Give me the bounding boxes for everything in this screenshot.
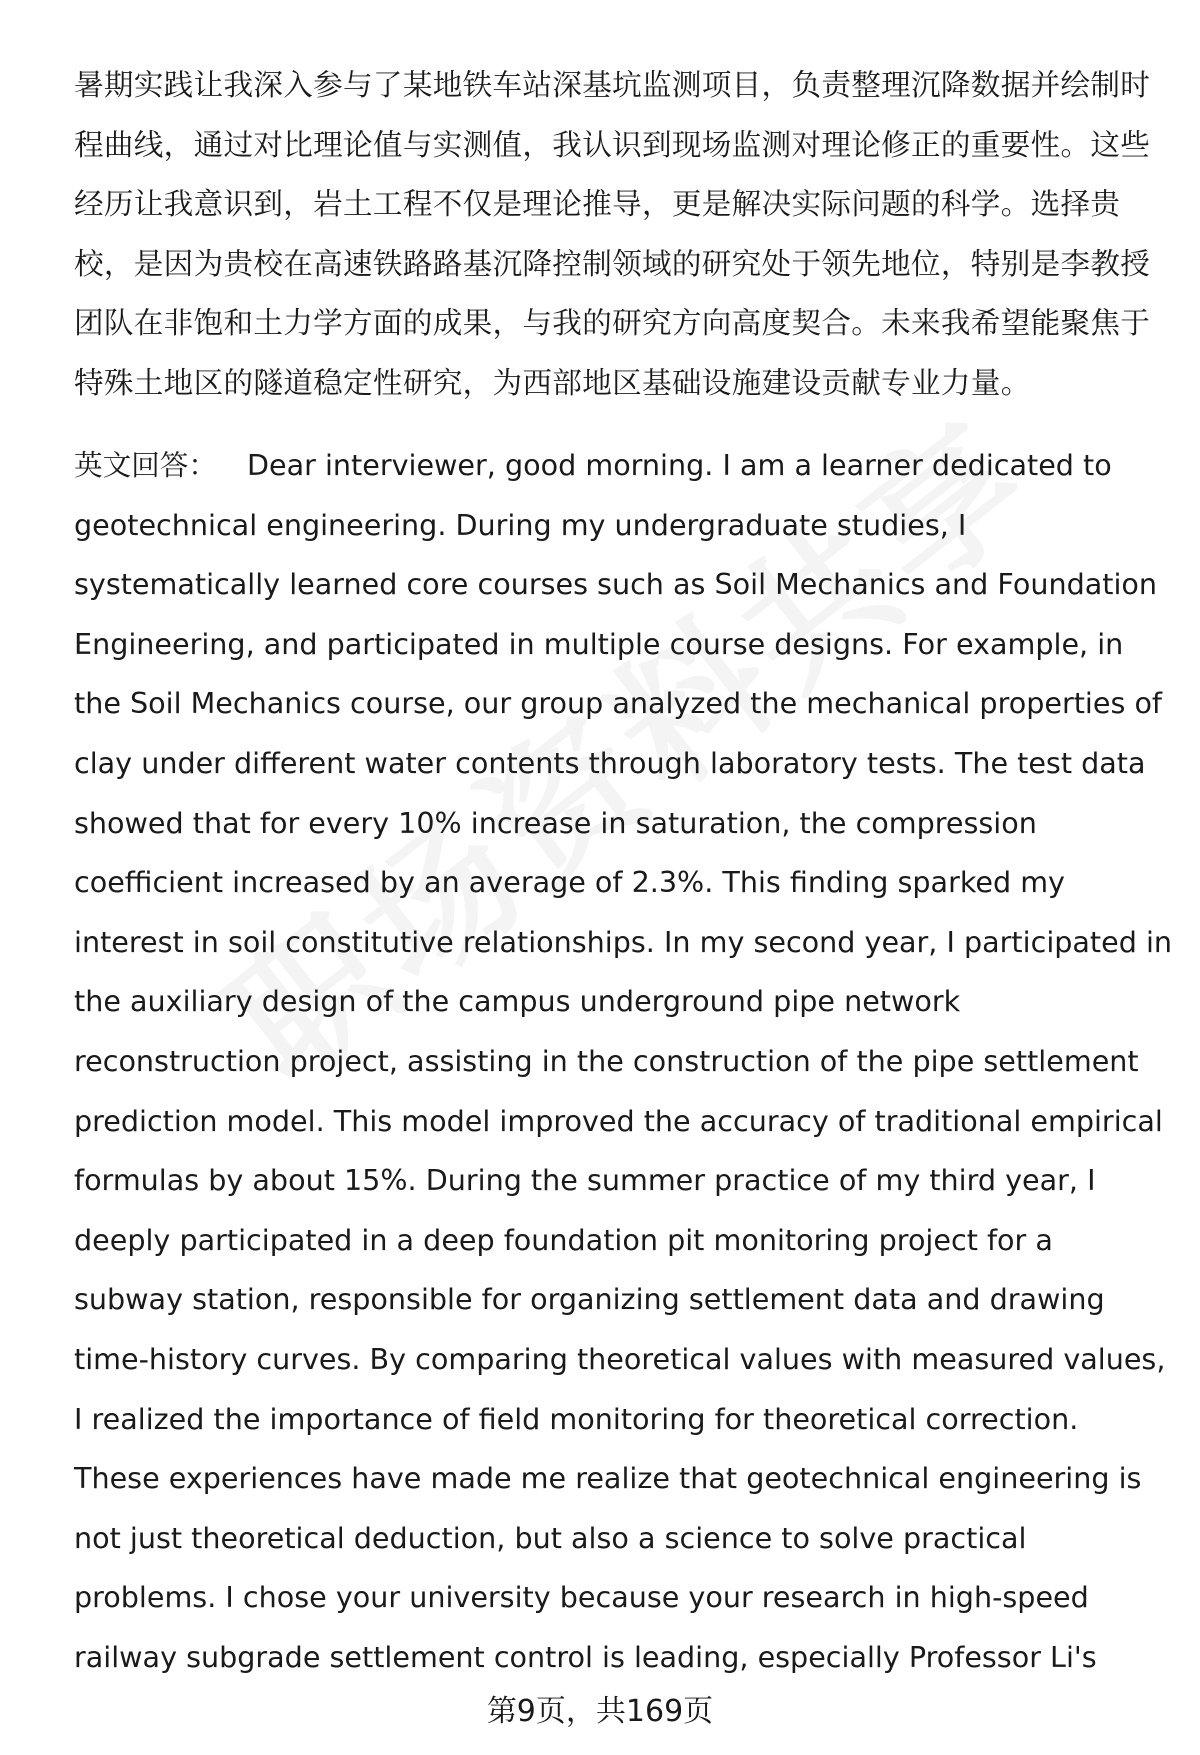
paragraph-line: interest in soil constitutive relationships. In my second year, I participated in [74, 924, 1173, 959]
paragraph-line: subway station, responsible for organizing settlement data and drawing [74, 1282, 1105, 1317]
paragraph-line: 特殊土地区的隧道稳定性研究，为西部地区基础设施建设贡献专业力量。 [74, 365, 1031, 400]
paragraph-line: systematically learned core courses such as Soil Mechanics and Foundation [74, 567, 1158, 602]
paragraph-line: 经历让我意识到，岩土工程不仅是理论推导，更是解决实际问题的科学。选择贵 [74, 187, 1121, 221]
paragraph-line: the Soil Mechanics course, our group analyzed the mechanical properties of [74, 686, 1163, 721]
paragraph-line: deeply participated in a deep foundation pit monitoring project for a [74, 1222, 1053, 1257]
paragraph-line: problems. I chose your university because your research in high-speed [74, 1580, 1089, 1615]
paragraph-line: time-history curves. By comparing theoretical values with measured values, [74, 1341, 1166, 1376]
answer-label: 英文回答： [74, 448, 217, 482]
paragraph-line: not just theoretical deduction, but also a science to solve practical [74, 1520, 1027, 1555]
paragraph-first-line [74, 436, 1154, 496]
paragraph-line: showed that for every 10% increase in saturation, the compression [74, 805, 1037, 840]
paragraph-line-text: Dear interviewer, good morning. I am a learner dedicated to [246, 448, 1112, 482]
paragraph-line: 暑期实践让我深入参与了某地铁车站深基坑监测项目，负责整理沉降数据并绘制时 [74, 68, 1151, 102]
page-number-footer: 第9页，共169页 [486, 1694, 714, 1729]
paragraph-line: geotechnical engineering. During my undergraduate studies, I [74, 507, 967, 542]
paragraph-line: 程曲线，通过对比理论值与实测值，我认识到现场监测对理论修正的重要性。这些 [74, 127, 1151, 162]
paragraph-line: formulas by about 15%. During the summer practice of my third year, I [74, 1163, 1096, 1198]
chinese-paragraph [74, 56, 1151, 413]
paragraph-line: 校，是因为贵校在高速铁路路基沉降控制领域的研究处于领先地位，特别是李教授 [74, 246, 1151, 281]
english-answer-paragraph [74, 436, 1173, 1687]
paragraph-line: Engineering, and participated in multiple course designs. For example, in [74, 626, 1124, 661]
paragraph-line: prediction model. This model improved the accuracy of traditional empirical [74, 1103, 1163, 1138]
paragraph-line: the auxiliary design of the campus underground pipe network [74, 984, 961, 1019]
paragraph-line: These experiences have made me realize that geotechnical engineering is [74, 1461, 1142, 1496]
paragraph-line: 团队在非饱和土力学方面的成果，与我的研究方向高度契合。未来我希望能聚焦于 [74, 306, 1151, 340]
paragraph-line: coefficient increased by an average of 2.3%. This finding sparked my [74, 865, 1065, 900]
paragraph-line: clay under different water contents through laboratory tests. The test data [74, 745, 1146, 780]
paragraph-line: reconstruction project, assisting in the construction of the pipe settlement [74, 1043, 1139, 1078]
paragraph-line: railway subgrade settlement control is leading, especially Professor Li's [74, 1639, 1097, 1674]
paragraph-line: I realized the importance of field monitoring for theoretical correction. [74, 1401, 1079, 1436]
